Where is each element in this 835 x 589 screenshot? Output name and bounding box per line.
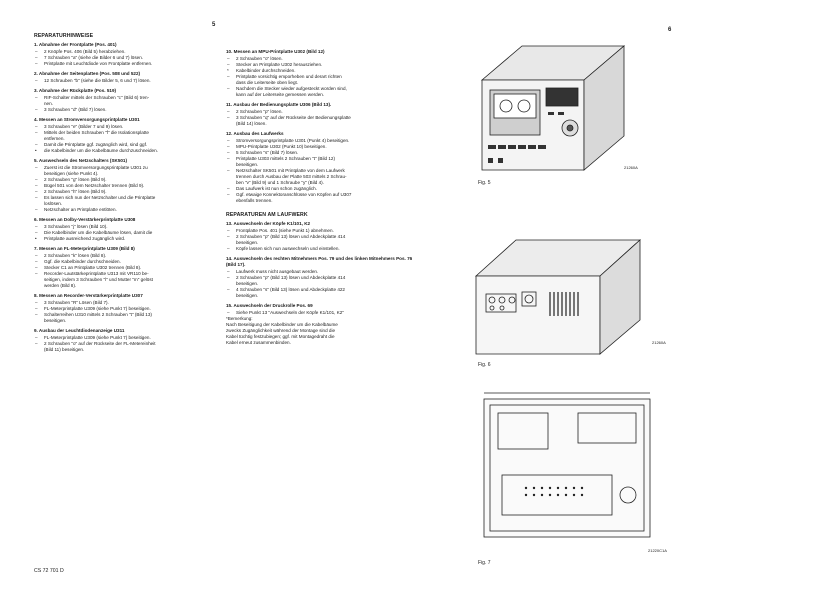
section-item: – Zuerst ist die Stromversorgungsprintplatte U301 zu bbox=[34, 165, 214, 171]
section-title: 3. Abnahme der Rückplatte (Pos. 519) bbox=[34, 88, 117, 93]
figure-5-label: Fig. 5 bbox=[478, 180, 491, 186]
section-item: – Laufwerk muss nicht ausgebaut werden. bbox=[226, 269, 416, 275]
section-item: trennen durch Ausbau der Platte 503 mittels 2 Schrau- bbox=[236, 174, 347, 179]
section-item: – Mittels der beiden Schrauben "f" die Isolationsplatte bbox=[34, 130, 214, 136]
section-item: – Die Kabelbinder um die Kabelbäume lösen, damit die bbox=[34, 230, 214, 236]
section-item: – Schalterreihen U310 mittels 2 Schrauben "t" (Bild 13) bbox=[34, 312, 214, 318]
section-item: Kabel tüchtig festzubiegen; ggf. mit Montagedraht die bbox=[226, 334, 335, 339]
section-item: kann auf der Leiterseite gemessen werden. bbox=[236, 92, 325, 97]
section-item: beseitigen. bbox=[44, 318, 67, 323]
column-left bbox=[34, 33, 214, 357]
repair-section bbox=[226, 221, 416, 252]
section-item: – Ggf. die Kabelbinder durchschneiden. bbox=[34, 259, 214, 265]
section-title: 12. Ausbau des Laufwerks bbox=[226, 131, 284, 136]
page-number-left: 5 bbox=[212, 22, 216, 28]
section-item: – Damit die Printplatte ggf. zugänglich wird, sind ggf. bbox=[34, 142, 214, 148]
section-item: beseitigen. bbox=[236, 281, 259, 286]
section-item: beseitigen. bbox=[236, 162, 259, 167]
column-middle-sections-a bbox=[226, 49, 416, 204]
section-title: 9. Ausbau der Leuchtdiodenanzeige U311 bbox=[34, 328, 125, 333]
figure-7-code: 21220C1A bbox=[648, 548, 667, 553]
section-item: – 3 Schrauben "q" auf der Rückseite der Bedienungsplatte bbox=[226, 115, 416, 121]
repair-section bbox=[226, 303, 416, 346]
section-item: – Netzschalter SK501 mit Printplatte von dem Laufwerk bbox=[226, 168, 416, 174]
section-item: loslösen. bbox=[44, 201, 63, 206]
section-item: – Printplatte vorsichtig emporheben und derart richten bbox=[226, 74, 416, 80]
section-title: 6. Messen an Dolby-Verstärkerprintplatte U308 bbox=[34, 217, 136, 222]
page-number-right: 6 bbox=[668, 27, 672, 33]
section-item: beseitigen (siehe Punkt 4). bbox=[44, 171, 99, 176]
section-item: – 2 Schrauben "k" lösen (Bild 8). bbox=[34, 253, 214, 259]
repair-section bbox=[34, 217, 214, 242]
section-title: 5. Auswechseln des Netzschalters (SK501) bbox=[34, 158, 128, 163]
section-item: – Siehe Punkt 13 "Auswechseln der Köpfe K1/101, K2" bbox=[226, 310, 416, 316]
section-item: – Ggf. etwaige Konnektoranschlüsse von Köpfen auf U307 bbox=[226, 192, 416, 198]
repair-section bbox=[34, 71, 214, 84]
repair-section bbox=[226, 131, 416, 204]
repair-section bbox=[34, 117, 214, 154]
section-item: – 3 Schrauben "R" Lösen (Bild 7). bbox=[34, 300, 214, 306]
section-title: 14. Auswechseln des rechten Mitnehmers Pos. 79 und des linken Mitnehmers Pos. 76 (Bild 17). bbox=[226, 256, 413, 267]
section-item: – 2 Knöpfe Pos. 406 (Bild 5) herabziehen. bbox=[34, 49, 214, 55]
section-item: – 5 Schrauben "s" (Bild 7) lösen. bbox=[226, 150, 416, 156]
section-item: – Stecker C1 an Printplatte U302 trennen (Bild 8). bbox=[34, 265, 214, 271]
column-middle-sections-b bbox=[226, 221, 416, 346]
section-item: – RIF-Schalter mittels der Schrauben "c" (Bild 6) tren- bbox=[34, 95, 214, 101]
section-item: werden (Bild 8). bbox=[44, 283, 77, 288]
column-left-sections bbox=[34, 42, 214, 353]
repair-section bbox=[34, 88, 214, 113]
section-item: ebenfalls trennen. bbox=[236, 198, 273, 203]
section-title: 4. Messen an Stromversorgungsprintplatte U301 bbox=[34, 117, 140, 122]
section-item: – 7 Schrauben "a" (siehe die Bilder 6 und 7) lösen. bbox=[34, 55, 214, 61]
section-item: – 2 Schrauben "p" lösen. bbox=[226, 109, 416, 115]
section-item: dass die Leiterseite oben liegt. bbox=[236, 80, 299, 85]
section-item: beseitigen. bbox=[236, 240, 259, 245]
section-item: – 2 Schrauben "o" lösen. bbox=[226, 56, 416, 62]
section-item: nen. bbox=[44, 101, 53, 106]
repair-section bbox=[34, 158, 214, 213]
section-item: – FL-Meterprintplatte U309 (siehe Punkt 7) beseitigen. bbox=[34, 335, 214, 341]
section-item: – 12 Schrauben "b" (siehe die Bilder 5, 6 und 7) lösen. bbox=[34, 78, 214, 84]
repair-section bbox=[34, 293, 214, 324]
section-item: – MPU-Printplatte U302 (Punkt 10) beseitigen. bbox=[226, 144, 416, 150]
section-title: 10. Messen an MPU-Printplatte U302 (Bild 12) bbox=[226, 49, 325, 54]
section-item: – 3 Schrauben "d" (Bild 7) lösen. bbox=[34, 107, 214, 113]
section-item: – Frontplatte Pos. 401 (siehe Punkt 1) abnehmen. bbox=[226, 228, 416, 234]
section-item: Nach Beseitigung der Kabelbinder um die Kabelbäume bbox=[226, 322, 338, 327]
section-item: (Bild 14) lösen. bbox=[236, 121, 267, 126]
repair-section bbox=[226, 49, 416, 98]
section-item: – 2 Schrauben "p" (Bild 13) lösen und Abdeckplatte 414 bbox=[226, 275, 416, 281]
section-title: 8. Messen an Recorder-Verstärkerprintplatte U307 bbox=[34, 293, 143, 298]
section-item: – 4 Schrauben "s" (Bild 13) lösen und Abdeckplatte 422 bbox=[226, 287, 416, 293]
section-item: – Netzschalter an Printplatte entlöten. bbox=[34, 207, 214, 213]
repair-section bbox=[34, 328, 214, 353]
section-title: 7. Messen an FL-Meterprintplatte U309 (Bild 8) bbox=[34, 246, 135, 251]
document-code-footer: CS 72 701 D bbox=[34, 568, 64, 574]
section-item: – 2 Schrauben "o" auf der Rückseite der FL-Metereinheit bbox=[34, 341, 214, 347]
section-item: – FL-Meterprintplatte U309 (siehe Punkt 7) beseitigen. bbox=[34, 306, 214, 312]
section-title: 1. Abnahme der Frontplatte (Pos. 401) bbox=[34, 42, 117, 47]
section-title: 15. Auswechseln der Druckrolle Pos. 69 bbox=[226, 303, 313, 308]
repair-section bbox=[34, 42, 214, 67]
section-item: • die Kabelbinder um die Kabelbäume durchzuschneiden. bbox=[34, 148, 214, 154]
section-item: (Bild 11) beseitigen. bbox=[44, 347, 85, 352]
section-item: – Stromversorgungsprintplatte U301 (Punkt 4) beseitigen. bbox=[226, 138, 416, 144]
section-title: 11. Ausbau der Bedienungsplatte U306 (Bild 13). bbox=[226, 102, 332, 107]
repair-section bbox=[226, 256, 416, 299]
section-item: – 3 Schrauben "j" lösen (Bild 10). bbox=[34, 224, 214, 230]
figure-6-code: 21260A bbox=[652, 340, 666, 345]
section-item: entfernen. bbox=[44, 136, 65, 141]
section-item: – 2 Schrauben "g" lösen (Bild 9). bbox=[34, 177, 214, 183]
section-item: beseitigen. bbox=[236, 293, 259, 298]
section-header-laufwerk: REPARATUREN AM LAUFWERK bbox=[226, 212, 308, 218]
section-item: – Printplatte U303 mittels 2 Schrauben "t" (Bild 12) bbox=[226, 156, 416, 162]
section-item: ben "v" (Bild 9) und 1 Schraube "y" (Bild 4). bbox=[236, 180, 324, 185]
section-item: seitigen, indem 3 Schrauben "l" und Mutter "m" gelöst bbox=[44, 277, 153, 282]
section-item: – Stecker an Printplatte U302 herausziehen. bbox=[226, 62, 416, 68]
section-item: – Es lassen sich nun der Netzschalter und die Printplatte bbox=[34, 195, 214, 201]
figure-7-chassis-top-view bbox=[478, 385, 658, 545]
section-item: – Recorder-Lautstärkeprintplatte U313 mit VR110 be- bbox=[34, 271, 214, 277]
repair-section bbox=[34, 246, 214, 289]
figure-6-rear-view bbox=[470, 230, 650, 360]
section-item: – 2 Schrauben "h" lösen (Bild 9). bbox=[34, 189, 214, 195]
repair-section bbox=[226, 102, 416, 127]
figure-5-code: 21260A bbox=[624, 165, 638, 170]
figure-6-label: Fig. 6 bbox=[478, 362, 491, 368]
section-item: – Printplatte mit Leuchtdiode von Frontplatte entfernen. bbox=[34, 61, 214, 67]
figure-7-label: Fig. 7 bbox=[478, 560, 491, 566]
section-title: 13. Auswechseln der Köpfe K1/101, K2 bbox=[226, 221, 311, 226]
section-item: – Köpfe lassen sich nun auswechseln und einstellen. bbox=[226, 246, 416, 252]
section-item: – Das Laufwerk ist nun schon zugänglich. bbox=[226, 186, 416, 192]
section-item: *Bemerkung: bbox=[226, 316, 253, 321]
section-item: Kabel erneut zusammenbinden. bbox=[226, 340, 291, 345]
figure-5-cassette-deck-front bbox=[478, 40, 628, 180]
section-item: * Kabelbinder durchschneiden. bbox=[226, 68, 416, 74]
section-item: – 2 Schrauben "p" (Bild 13) lösen und Abdeckplatte 414 bbox=[226, 234, 416, 240]
section-item: zwecks Zugänglichkeit während der Montage sind die bbox=[226, 328, 336, 333]
section-header: REPARATURHINWEISE bbox=[34, 33, 94, 39]
section-item: • Printplatte ausreichend zugänglich wird. bbox=[34, 236, 214, 242]
column-middle bbox=[226, 49, 416, 350]
section-item: – 3 Schrauben "e" (Bilder 7 und 9) lösen. bbox=[34, 124, 214, 130]
section-item: – Nachdem die Stecker wieder aufgesteckt worden sind, bbox=[226, 86, 416, 92]
section-title: 2. Abnahme der Seitenplatten (Pos. 508 und 522) bbox=[34, 71, 141, 76]
section-item: – Bügel 501 von dem Netzschalter trennen (Bild 9). bbox=[34, 183, 214, 189]
